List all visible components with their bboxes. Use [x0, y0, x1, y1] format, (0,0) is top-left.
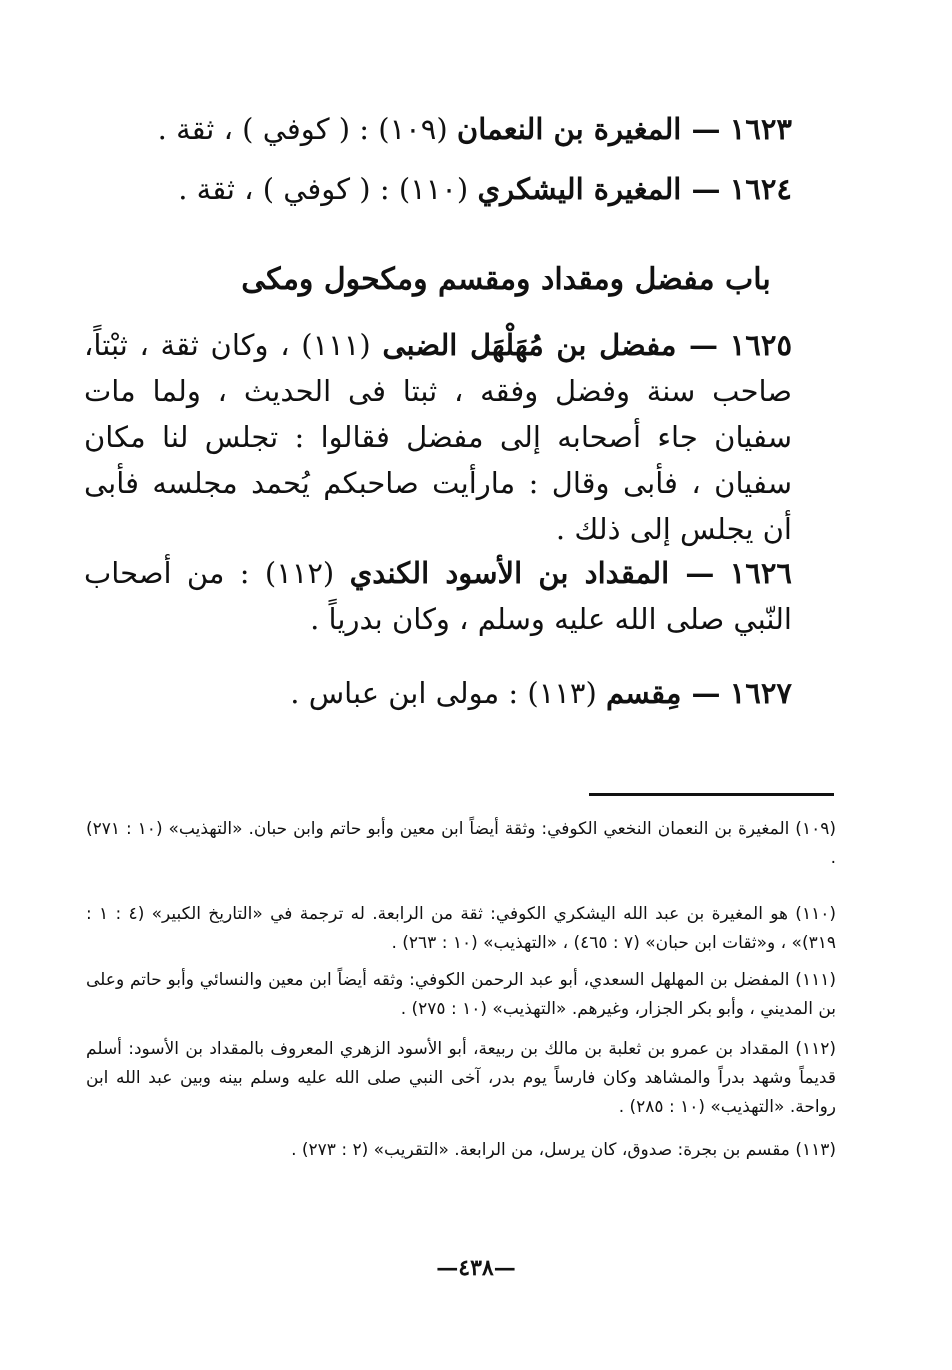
entry-1627: ١٦٢٧ — مِقسم (١١٣) : مولى ابن عباس .: [290, 676, 792, 710]
footnote-110: (١١٠) هو المغيرة بن عبد الله اليشكري الكوفي: ثقة من الرابعة. له ترجمة في «التاريخ الكبير» (٤ : ١ : ٣١٩)» ، و«ثقات ابن حبان» (٧ : ٤٦٥) ، «التهذيب» (١٠ : ٢٦٣) .: [86, 904, 836, 953]
footnote-109: (١٠٩) المغيرة بن النعمان النخعي الكوفي: وثقة أيضاً ابن معين وأبو حاتم وابن حبان. «التهذيب» (١٠ : ٢٧١) .: [86, 819, 836, 868]
footnote-ref: (١١١): [301, 328, 371, 362]
entry-1626: ١٦٢٦ — المقداد بن الأسود الكندي (١١٢) : من أصحاب النّبي صلى الله عليه وسلم ، وكان بدرياً .: [84, 556, 792, 636]
footnote-112: (١١٢) المقداد بن عمرو بن ثعلبة بن مالك بن ربيعة، أبو الأسود الزهري المعروف بالمقداد بن الأسود: أسلم قديماً وشهد بدراً والمشاهد وكان فارساً يوم بدر، آخى النبي صلى الله عليه وسلم بينه وبين عبد الله ابن رواحة. «التهذيب» (١٠ : ٢٨٥) .: [86, 1039, 836, 1117]
footnote-ref: (١١٢): [264, 556, 335, 590]
footnote-113: (١١٣) مقسم بن بجرة: صدوق، كان يرسل، من الرابعة. «التقريب» (٢ : ٢٧٣) .: [291, 1140, 836, 1160]
entry-name: مِقسم: [605, 676, 682, 710]
entry-name: المغيرة بن النعمان: [456, 112, 682, 146]
entry-1623: ١٦٢٣ — المغيرة بن النعمان (١٠٩) : ( كوفي ) ، ثقة .: [157, 112, 792, 146]
entry-text: ، وكان ثقة ، ثبْتاً، صاحب سنة وفضل وفقه ، ثبتا فى الحديث ، ولما مات سفيان جاء أصحابه إلى مفضل فقالوا : تجلس لنا مكان سفيان ، فأبى وقال : مارأيت صاحبكم يُحمد مجلسه فأبى أن يجلس إلى ذلك .: [84, 328, 792, 546]
footnote-divider: [589, 793, 834, 796]
entry-name: المقداد بن الأسود الكندي: [349, 556, 670, 590]
entry-number: ١٦٢٤: [729, 172, 792, 206]
footnote-111: (١١١) المفضل بن المهلهل السعدي، أبو عبد الرحمن الكوفي: وثقه أيضاً ابن معين والنسائي وأبو حاتم وعلى بن المديني ، وأبو بكر الجزار، وغيرهم. «التهذيب» (١٠ : ٢٧٥) .: [86, 970, 836, 1019]
entry-text: : مولى ابن عباس .: [290, 676, 519, 710]
entry-name: المغيرة اليشكري: [477, 172, 682, 206]
entry-number: ١٦٢٧: [729, 676, 792, 710]
footnote-ref: (١٠٩): [378, 112, 448, 146]
entry-1624: ١٦٢٤ — المغيرة اليشكري (١١٠) : ( كوفي ) ، ثقة .: [178, 172, 792, 206]
entry-number: ١٦٢٣: [729, 112, 792, 146]
entry-text: : ( كوفي ) ، ثقة .: [178, 172, 390, 206]
entry-number: ١٦٢٥: [729, 328, 793, 362]
footnote-ref: (١١٠): [398, 172, 469, 206]
entry-text: : ( كوفي ) ، ثقة .: [157, 112, 370, 146]
section-heading: باب مفضل ومقداد ومقسم ومكحول ومكى: [241, 262, 771, 297]
entry-name: مفضل بن مُهَلْهَل الضبى: [382, 328, 677, 362]
footnote-ref: (١١٣): [527, 676, 597, 710]
entry-text: : من أصحاب النّبي صلى الله عليه وسلم ، وكان بدرياً .: [84, 556, 792, 636]
entry-1625: ١٦٢٥ — مفضل بن مُهَلْهَل الضبى (١١١) ، وكان ثقة ، ثبْتاً، صاحب سنة وفضل وفقه ، ثبتا فى الحديث ، ولما مات سفيان جاء أصحابه إلى مفضل فقالوا : تجلس لنا مكان سفيان ، فأبى وقال : مارأيت صاحبكم يُحمد مجلسه فأبى أن يجلس إلى ذلك .: [84, 328, 793, 546]
page-number: —٤٣٨—: [436, 1255, 516, 1281]
entry-number: ١٦٢٦: [729, 556, 792, 590]
